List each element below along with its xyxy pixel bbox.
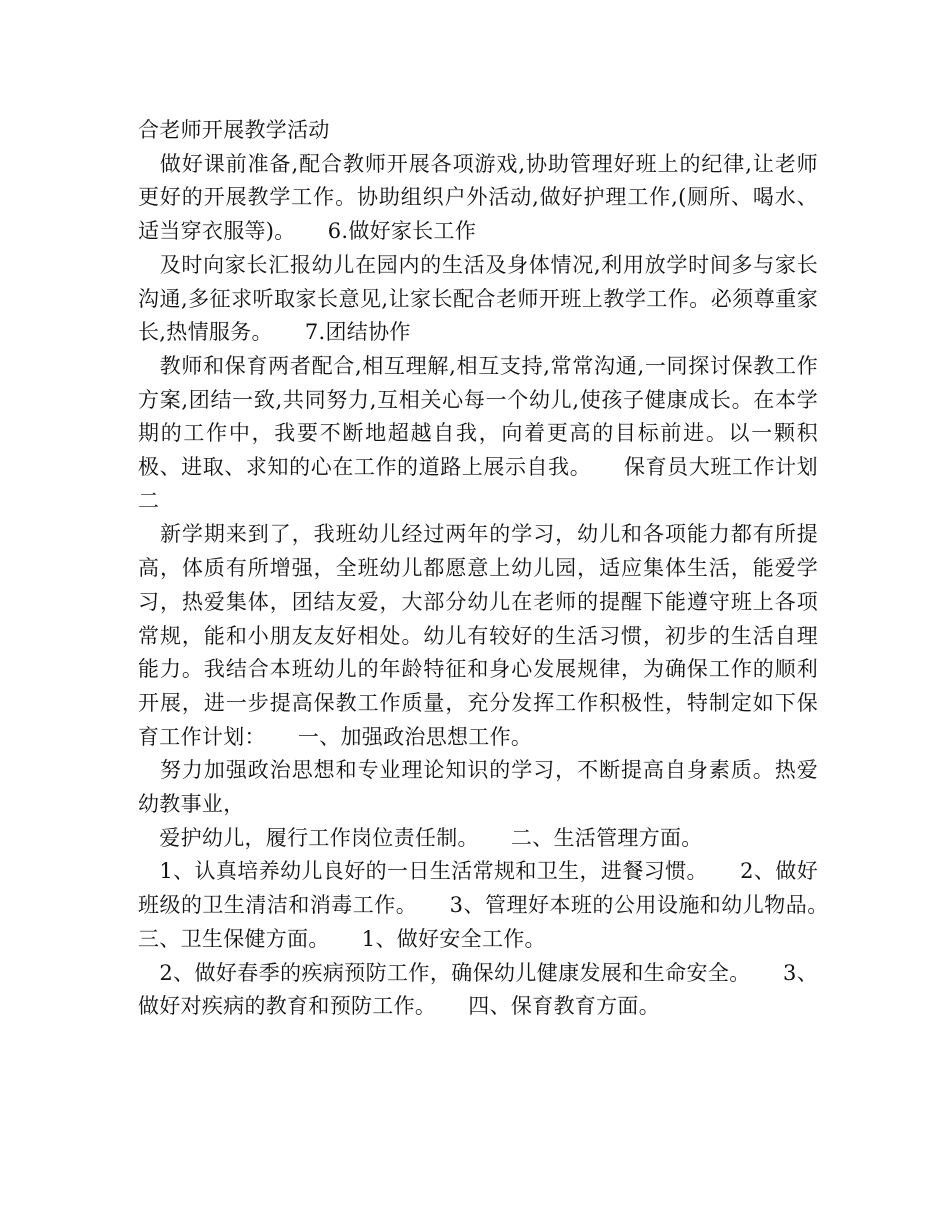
paragraph-1: 合老师开展教学活动 <box>138 118 330 142</box>
paragraph-7: 爱护幼儿，履行工作岗位责任制。 二、生活管理方面。 <box>138 825 703 850</box>
paragraph-8: 1、认真培养幼儿良好的一日生活常规和卫生，进餐习惯。 2、做好班级的卫生清洁和消毒工作。 3、管理好本班的公用设施和幼儿物品。 三、卫生保健方面。 1、做好安全工作。 <box>138 859 861 951</box>
paragraph-4: 教师和保育两者配合,相互理解,相互支持,常常沟通,一同探讨保教工作方案,团结一致,共同努力,互相关心每一个幼儿,使孩子健康成长。在本学期的工作中，我要不断地超越自我，向着更高的目标前进。以一颗积极、进取、求知的心在工作的道路上展示自我。 保育员大班工作计划二 <box>138 353 818 513</box>
paragraph-5: 新学期来到了，我班幼儿经过两年的学习，幼儿和各项能力都有所提高，体质有所增强，全班幼儿都愿意上幼儿园，适应集体生活，能爱学习，热爱集体，团结友爱，大部分幼儿在老师的提醒下能遵守班上各项常规，能和小朋友友好相处。幼儿有较好的生活习惯，初步的生活自理能力。我结合本班幼儿的年龄特征和身心发展规律，为确保工作的顺利开展，进一步提高保教工作质量，充分发挥工作积极性，特制定如下保育工作计划： 一、加强政治思想工作。 <box>138 522 818 749</box>
paragraph-3: 及时向家长汇报幼儿在园内的生活及身体情况,利用放学时间多与家长沟通,多征求听取家长意见,让家长配合老师开班上教学工作。必须尊重家长,热情服务。 7.团结协作 <box>138 252 818 345</box>
paragraph-6: 努力加强政治思想和专业理论知识的学习，不断提高自身素质。热爱幼教事业， <box>138 758 818 817</box>
paragraph-2: 做好课前准备,配合教师开展各项游戏,协助管理好班上的纪律,让老师更好的开展教学工作。协助组织户外活动,做好护理工作,(厕所、喝水、适当穿衣服等)。 6.做好家长工作 <box>138 151 818 244</box>
paragraph-9: 2、做好春季的疾病预防工作，确保幼儿健康发展和生命安全。 3、做好对疾病的教育和预防工作。 四、保育教育方面。 <box>138 960 818 1019</box>
document-body <box>138 114 861 1024</box>
